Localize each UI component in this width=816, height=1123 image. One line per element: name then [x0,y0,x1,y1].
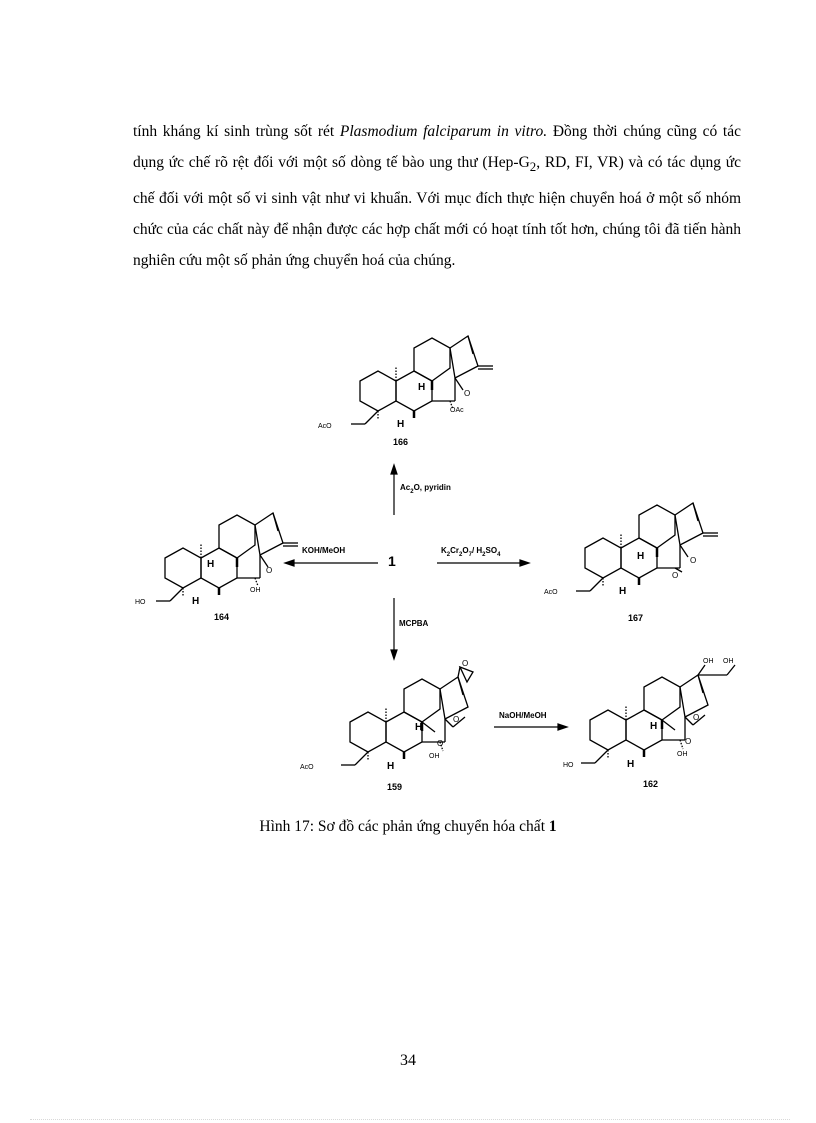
c162-ho: HO [563,762,574,769]
c164-ho: HO [135,599,146,606]
c159-ring-o: O [453,715,460,724]
compound-164 [135,513,298,622]
para-text-2: Đồng thời chúng cũng có tác dụng ức chế rõ rệt đối với một số dòng tế bào ung thư (Hep-G [133,123,741,172]
c162-number: 162 [643,779,659,789]
c164-h2: H [192,596,200,607]
reagent-down: MCPBA [399,619,429,628]
arrow-left [285,560,378,566]
caption-text: Hình 17: Sơ đồ các phản ứng chuyển hóa chất [259,818,549,835]
caption-bold: 1 [548,818,557,835]
arrow-down [391,598,397,659]
c164-ketone: O [266,566,273,575]
c166-oac: OAc [450,407,464,414]
c159-oh: OH [429,753,440,760]
c159-h1: H [415,722,423,733]
c162-carbonyl: O [685,737,692,746]
c167-number: 167 [628,613,644,623]
reagent-left: KOH/MeOH [302,546,346,555]
c159-number: 159 [387,782,403,792]
c159-aco: AcO [300,764,314,771]
c164-h1: H [207,559,215,570]
para-subscript: 2 [529,159,537,175]
c164-number: 164 [214,612,230,622]
c166-ketone: O [464,389,471,398]
species-name: Plasmodium falciparum in vitro. [339,123,548,140]
figure-caption [0,818,816,836]
page-number: 34 [400,1052,416,1069]
c166-h2: H [397,419,405,430]
c164-oh: OH [250,587,261,594]
compound-167 [544,503,718,623]
c162-ring-o: O [693,713,700,722]
c159-h2: H [387,761,395,772]
c166-h1: H [418,382,426,393]
arrow-up [391,465,397,515]
c162-h1: H [650,721,658,732]
reagent-bottom: NaOH/MeOH [499,711,547,720]
para-text-3: , RD, FI, VR) và có tác dụng ức chế đối với một số vi sinh vật như vi khuẩn. Với mục đích thực hiện chuyển hoá ở một số nhóm chức của các chất này để nhận được các hợp chất mới có hoạt tính tốt hơn, chúng tôi đã tiến hành nghiên cứu một số phản ứng chuyển hoá của chúng. [133,154,741,269]
c166-aco: AcO [318,423,332,430]
c167-h2: H [619,586,627,597]
compound-162 [563,658,735,789]
reagent-right: $K_2Cr_2O_7/$ $H_2SO_4$ [441,546,501,558]
footer-divider [30,1119,790,1120]
para-text-1: tính kháng kí sinh trùng sốt rét [133,123,340,140]
arrow-bottom [494,724,567,730]
reagent-up: $Ac_2O$, pyridin [400,483,451,495]
arrow-right [437,560,529,566]
c162-oh1: OH [703,658,714,665]
c167-ketone1: O [690,556,697,565]
c166-number: 166 [393,437,409,447]
c167-ketone2: O [672,571,679,580]
compound-1-label: 1 [388,553,396,569]
c159-carbonyl: O [437,739,444,748]
compound-166 [318,336,493,447]
c162-oh2: OH [723,658,734,665]
c162-h2: H [627,759,635,770]
c159-epox: O [462,659,469,668]
c162-oh3: OH [677,751,688,758]
c167-h1: H [637,551,645,562]
c167-aco: AcO [544,589,558,596]
compound-159 [300,659,473,792]
